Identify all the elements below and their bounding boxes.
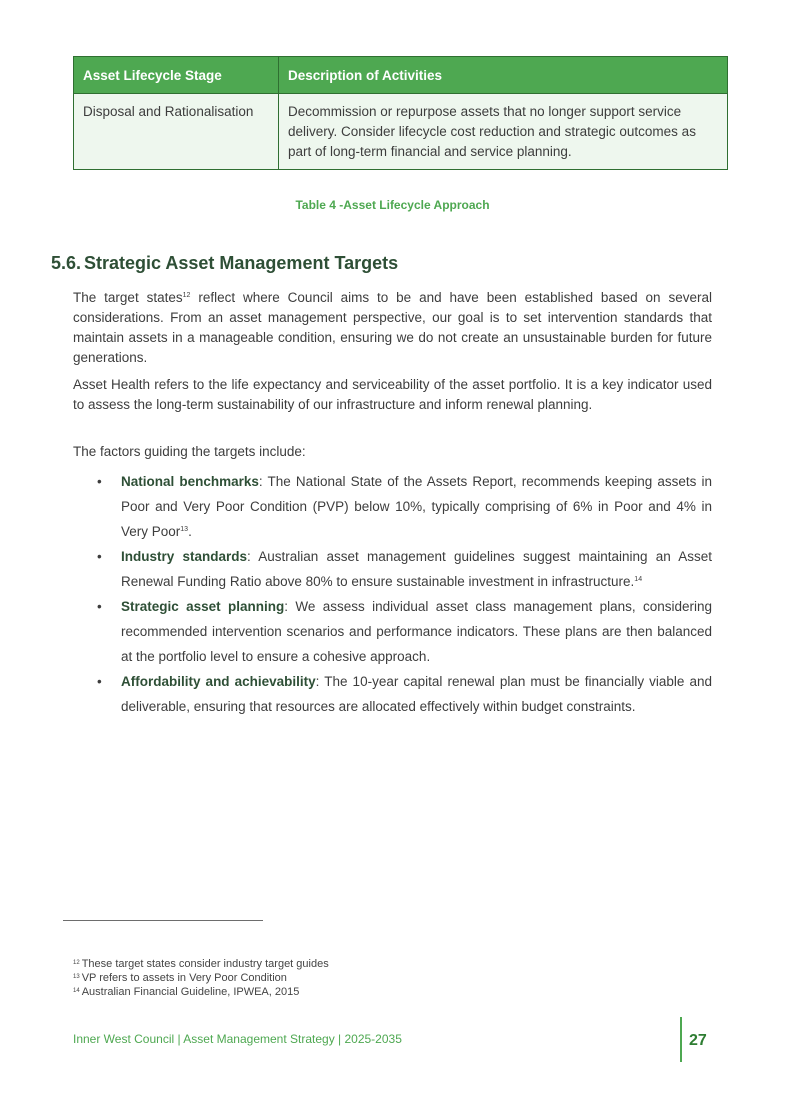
footer-title: Inner West Council | Asset Management Strategy | 2025-2035 (73, 1032, 402, 1046)
bullet-title: Affordability and achievability (121, 674, 316, 689)
footer-divider (680, 1017, 682, 1062)
paragraph-asset-health: Asset Health refers to the life expectancy and serviceability of the asset portfolio. It is a key indicator used to assess the long-term sustainability of our infrastructure and inform renewal planning. (73, 377, 712, 412)
footnote-number: 14 (73, 988, 80, 994)
footnotes (73, 957, 329, 999)
column-header-stage: Asset Lifecycle Stage (74, 57, 279, 94)
section-heading (51, 253, 398, 274)
footnote (73, 971, 329, 985)
list-item (97, 469, 712, 544)
footnote-ref: 14 (634, 576, 643, 583)
footnote-ref: 12 (182, 292, 191, 299)
footnote-number: 13 (73, 974, 80, 980)
section-number: 5.6. (51, 253, 82, 273)
table-caption: Table 4 -Asset Lifecycle Approach (295, 198, 490, 212)
page-number: 27 (689, 1032, 707, 1049)
bullet-icon: • (97, 599, 102, 614)
paragraph-factors-intro: The factors guiding the targets include: (73, 444, 306, 459)
list-item (97, 669, 712, 719)
footnote-text: VP refers to assets in Very Poor Condition (81, 972, 287, 984)
footnote-text: These target states consider industry target guides (81, 958, 329, 970)
bullet-text: : We assess individual asset class management plans, considering recommended intervention scenarios and performance indicators. These plans are then balanced at the portfolio level to ensure a cohesive approach. (121, 599, 712, 664)
bullet-icon: • (97, 474, 102, 489)
paragraph-text: reflect where Council aims to be and have been established based on several considerations. From an asset management perspective, our goal is to set intervention standards that maintain assets in a manageable condition, ensuring we do not create an unsustainable burden for future generations. (73, 290, 712, 365)
paragraph-text: The target states (73, 290, 183, 305)
bullet-text: : The National State of the Assets Report, recommends keeping assets in Poor and Very Poor Condition (PVP) below 10%, typically comprising of 6% in Poor and 4% in Very Poor (121, 474, 712, 539)
asset-lifecycle-table (73, 56, 728, 170)
footnote (73, 957, 329, 971)
bullet-title: Strategic asset planning (121, 599, 285, 614)
table-row (74, 94, 728, 170)
section-title: Strategic Asset Management Targets (84, 253, 399, 273)
footnote-divider (63, 920, 263, 921)
table-cell-description: Decommission or repurpose assets that no longer support service delivery. Consider lifecycle cost reduction and strategic outcomes as part of long-term financial and service planning. (279, 94, 728, 170)
column-header-description: Description of Activities (279, 57, 728, 94)
bullet-icon: • (97, 549, 102, 564)
table-header-row (74, 57, 728, 94)
factors-list (97, 469, 712, 719)
bullet-title: National benchmarks (121, 474, 259, 489)
footnote-number: 12 (73, 960, 80, 966)
bullet-text: : The 10-year capital renewal plan must be financially viable and deliverable, ensuring that resources are allocated effectively within budget constraints. (121, 674, 712, 714)
bullet-icon: • (97, 674, 102, 689)
bullet-text: : Australian asset management guidelines suggest maintaining an Asset Renewal Funding Ratio above 80% to ensure sustainable investment in infrastructure. (121, 549, 713, 589)
footnote (73, 985, 329, 999)
list-item (97, 544, 712, 594)
table-cell-stage: Disposal and Rationalisation (74, 94, 279, 170)
bullet-text-end: . (188, 524, 192, 539)
paragraph-target-states (73, 288, 712, 368)
list-item (97, 594, 712, 669)
bullet-title: Industry standards (121, 549, 247, 564)
footnote-text: Australian Financial Guideline, IPWEA, 2015 (81, 986, 300, 998)
footnote-ref: 13 (180, 526, 189, 533)
